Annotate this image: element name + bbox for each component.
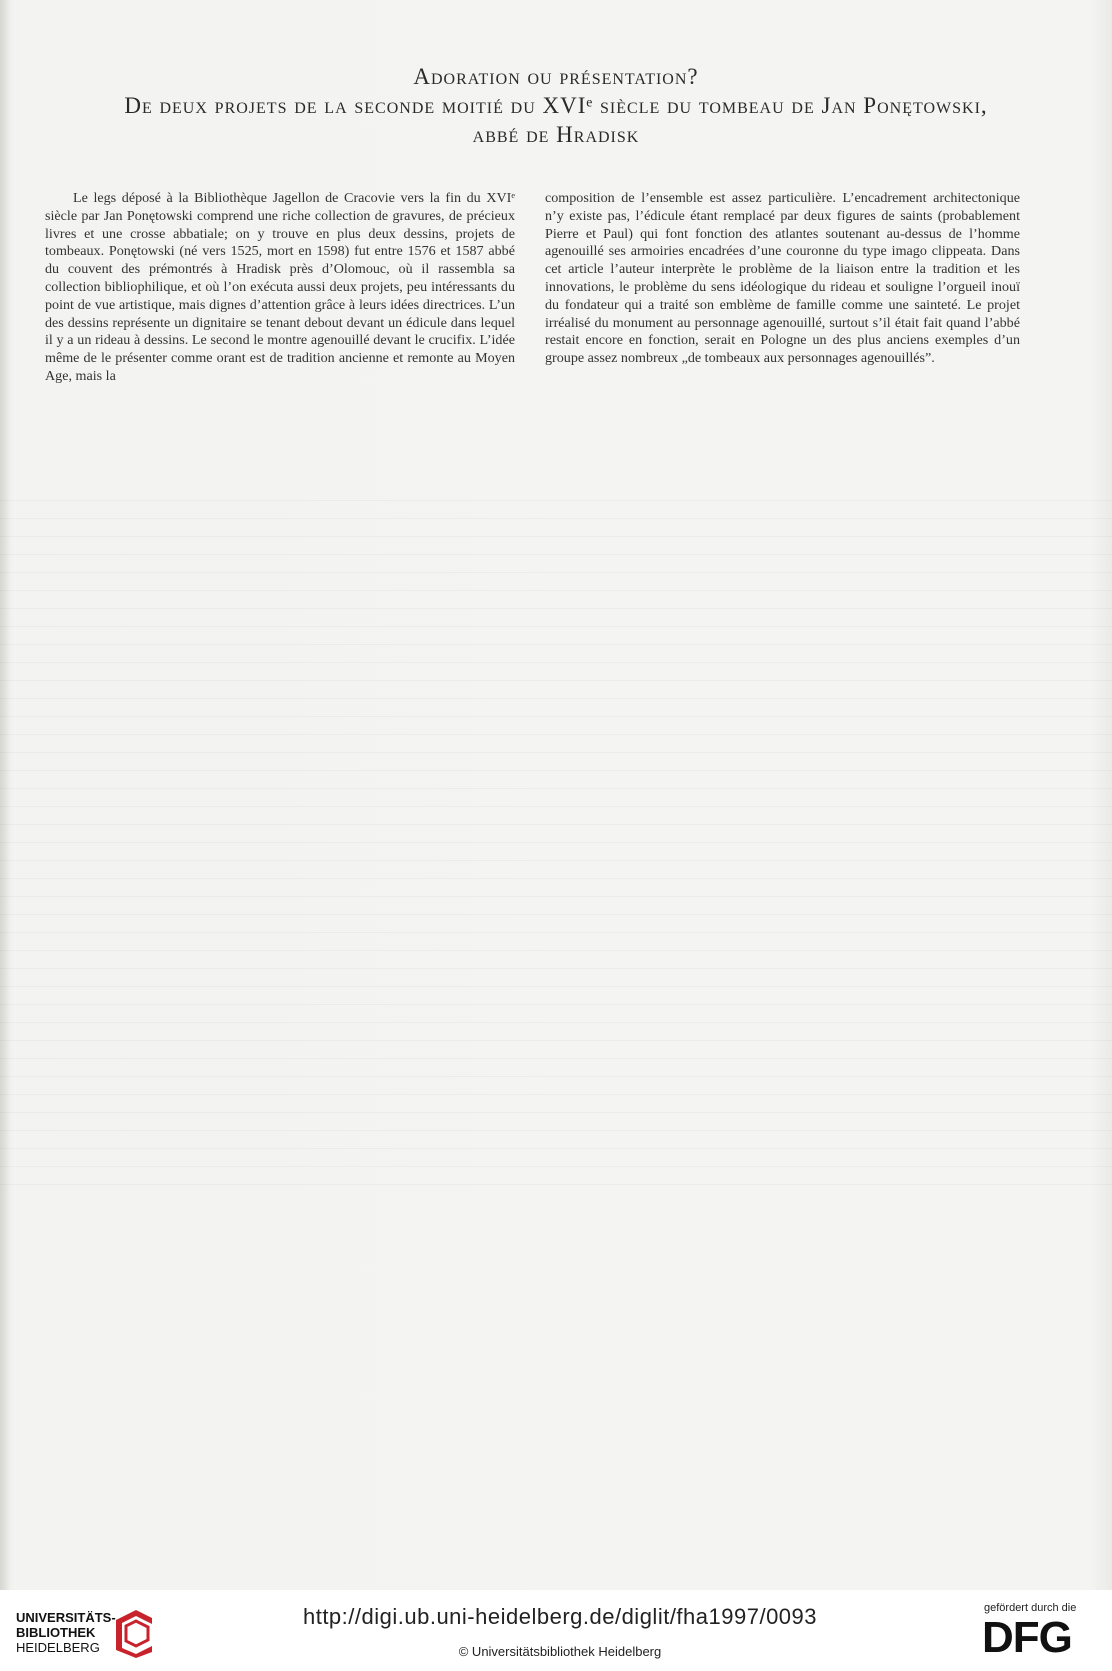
body-column-right [545,190,1020,368]
library-name-line-1: UNIVERSITÄTS- [16,1610,116,1625]
dfg-logo[interactable]: DFG [982,1613,1072,1662]
show-through-text [0,500,1112,1200]
library-name-line-2: BIBLIOTHEK [16,1625,96,1640]
library-name-line-3: HEIDELBERG [16,1640,100,1655]
copyright-notice: © Universitätsbibliothek Heidelberg [458,1644,662,1659]
body-column-left [45,190,515,386]
title-line-2: De deux projets de la seconde moitié du XVIᵉ siècle du tombeau de Jan Ponętowski, [124,93,988,118]
library-logo-text[interactable] [16,1610,116,1655]
title-line-3: abbé de Hradisk [472,122,640,147]
viewer-footer [0,1590,1112,1671]
funding-label: gefördert durch die [984,1602,1077,1614]
permalink-url[interactable]: http://digi.ub.uni-heidelberg.de/diglit/fha1997/0093 [302,1604,818,1629]
library-logo-icon[interactable] [112,1606,156,1658]
body-paragraph-right: composition de l’ensemble est assez particulière. L’encadrement architectonique n’y existe pas, l’édicule étant remplacé par deux figures de saints (probablement Pierre et Paul) qui font fonction des atlantes soutenant au-dessus de l’homme agenouillé ses armoiries encadrées d’une couronne du type imago clippeata. Dans cet article l’auteur interprète le problème de la liaison entre la tradition et les innovations, le problème du sens idéologique du rideau et souligne l’orgueil inouï du fondateur qui a traité son emblème de famille comme une sainteté. Le projet irréalisé du monument au personnage agenouillé, surtout s’il était fait quand l’abbé restait encore en fonction, serait en Pologne un des plus anciens exemples d’un groupe assez nombreux „de tombeaux aux personnages agenouillés”. [545,190,1020,367]
title-line-1: Adoration ou présentation? [413,64,699,89]
body-paragraph-left: Le legs déposé à la Bibliothèque Jagellon de Cracovie vers la fin du XVIᵉ siècle par Jan Ponętowski comprend une riche collection de gravures, de précieux livres et une crosse abbatiale; on y trouve en plus deux dessins, projets de tombeaux. Ponętowski (né vers 1525, mort en 1598) fut entre 1576 et 1587 abbé du couvent des prémontrés à Hradisk près d’Olomouc, où il rassembla sa collection bibliophilique, et où l’on exécuta aussi deux projets, peu intéressants du point de vue artistique, mais dignes d’attention grâce à leurs idées directrices. L’un des dessins représente un dignitaire se tenant debout devant un édicule dans lequel il y a un rideau à dessins. Le second le montre agenouillé devant le crucifix. L’idée même de le présenter comme orant est de tradition ancienne et remonte au Moyen Age, mais la [45,190,515,384]
